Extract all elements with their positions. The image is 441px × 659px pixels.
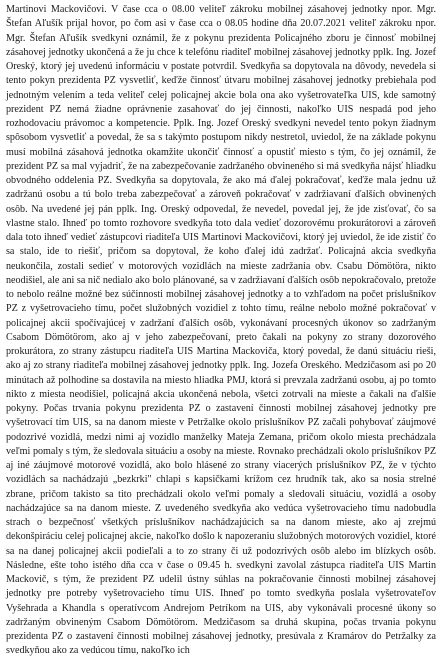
body-paragraph: Martinovi Mackovičovi. V čase cca o 08.00 veliteľ zákroku mobilnej zásahovej jednotky npor. Mgr. Štefan Aľušík prijal hovor, po čom asi v čase cca o 08.05 hodine dňa 20.07.2021 veliteľ zákroku npor. Mgr. Štefan Aľušík svedkyni oznámil, že z pokynu prezidenta Policajného zboru je činnosť mobilnej zásahovej jednotky ukončená a že ju chce k telefónu riaditeľ mobilnej zásahovej jednotky pplk. Ing. Jozef Oreský, ktorý jej uvedenú informáciu v postate potvrdil. Svedkyňa sa dopytovala na dôvody, nevedela si tento pokyn prezidenta PZ vysvetliť, keďže činnosť útvaru mobilnej zásahovej jednotky prebiehala pod jednotným velením a teda veliteľ celej policajnej akcie bola ona ako vyšetrovateľka UIS, kde samotný prezident PZ nemá žiadne oprávnenie zasahovať do jej činnosti, nakoľko UIS nespadá pod jeho rozhodovaciu právomoc a kompetencie. Pplk. Ing. Jozef Oreský svedkyni nevedel tento pokyn žiadnym spôsobom vysvetliť a povedal, že sa s takýmto postupom nikdy nestretol, uviedol, že na základe pokynu musí mobilná zásahová jednotka okamžite ukončiť činnosť a opustiť miesto s tým, čo jej oznámil, že prezident PZ sa mal vyjadriť, že na zabezpečovanie zadržaného obvineného si má svedkyňa nájsť hliadku obvodného oddelenia PZ. Svedkyňa sa dopytovala, že ako má ďalej pokračovať, keďže mala jednu už zadržanú osobu a tú bolo treba zabezpečovať a zároveň pokračovať v zadržiavaní ďalších obvinených osôb. Na uvedené jej pán pplk. Ing. Oreský odpovedal, že nevedel, povedal jej, že jde zisťovať, čo sa vlastne stalo. Ihneď po tomto rozhovore svedkyňa toto dala vedieť dozorovému prokurátorovi a zároveň dala toto ihneď vedieť zástupcovi riaditeľa UIS Martinovi Mackovičovi, ktorý jej uviedol, že ide zistiť čo sa stalo, ide to riešiť, pričom sa dopytoval, že koho ďalej idú zadržať. Policajná akcia svedkyňa neukončila, zostali sedieť v motorových vozidlách na mieste zadržania obv. Csabu Dömötöra, nikto neodišiel, ale ani sa nič nedialo ako bolo plánované, sa v zadržiavaní ďalších osôb nepokračovalo, pretože to nebolo reálne možné bez súčinnosti mobilnej zásahovej jednotky a to vzhľadom na počet príslušníkov PZ z vyšetrovacieho tímu, počet služobných vozidiel z tohto tímu, reálne nebolo možné pokračovať v policajnej akcii spočívajúcej v zadržaní ďalších osôb, vykonávaní procesných úkonov so zadržaným Csabom Dömötörom, ako aj v jeho zabezpečovaní, preto čakali na pokyny zo strany dozorového prokurátora, zo strany zástupcu riaditeľa UIS Martina Mackoviča, ktorý povedal, že danú situáciu rieši, ako aj zo strany riaditeľa mobilnej zásahovej jednotky pplk. Ing. Jozefa Oreského. Medzičasom asi po 20 minútach až polhodine sa dostavila na miesto hliadka PMJ, ktorá si prevzala zadržanú osobu, aj po tomto nikto z miesta neodišiel, policajná akcia ukončená nebola, všetci zotrvali na mieste a čakali na ďalšie pokyny. Počas trvania pokynu prezidenta PZ o zastavení činnosti mobilnej zásahovej jednotky pre vyšetrovací tím UIS, sa na danom mieste v Petržalke okolo príslušníkov PZ začali pohybovať záujmové podozrivé vozidlá, medzi nimi aj vozidlo manželky Mateja Zemana, pričom okolo miesta prechádzala veľmi pomaly s tým, že sledovala situáciu a osoby na mieste. Rovnako prechádzali okolo príslušníkov PZ aj iné záujmové motorové vozidlá, ako bolo hlásené zo strany viacerých príslušníkov PZ, že v týchto vozidlách sa nachádzajú „bezkrki" chlapi s kapsičkami krížom cez hrudník tak, ako sa nosia strelné zbrane, pričom takisto sa tito prechádzali okolo veľmi pomaly a sledovali situáciu, vozidlá a osoby nachádzajúce sa na danom mieste. Z uvedeného svedkyňa ako vedúca vyšetrovacieho tímu nadobudla strach o bezpečnosť všetkých príslušníkov nachádzajúcich sa na danom mieste, ako aj zrejmú dekonšpiráciu celej policajnej akcie, nakoľko došlo k napozeraniu služobných motorových vozidiel, ktoré sa na danej policajnej akcii podieľali a to zo strany či už podozrivých osôb alebo im blízkych osôb. Následne, ešte toho istého dňa cca v čase o 09.45 h. svedkyni zavolal zástupca riaditeľa UIS Martin Mackovič, s tým, že prezident PZ udelil ústny súhlas na pokračovanie činnosti mobilnej zásahovej jednotky pre potreby vyšetrovacieho tímu UIS. Ihneď po tomto svedkyňa poslala vyšetrovateľov Vyšehrada a Khandla s operatívcom Andrejom Petríkom na UIS, aby vykonávali procesné úkony so zadržaným obvineným Csabom Dömötörom. Medzičasom sa druhá skupina, počas trvania pokynu prezidenta PZ o zastavení činnosti mobilnej zásahovej jednotky, presúvala z Kramárov do Petržalky za svedkyňou ako za vedúcou tímu, nakoľko ich <box>6 4 436 657</box>
